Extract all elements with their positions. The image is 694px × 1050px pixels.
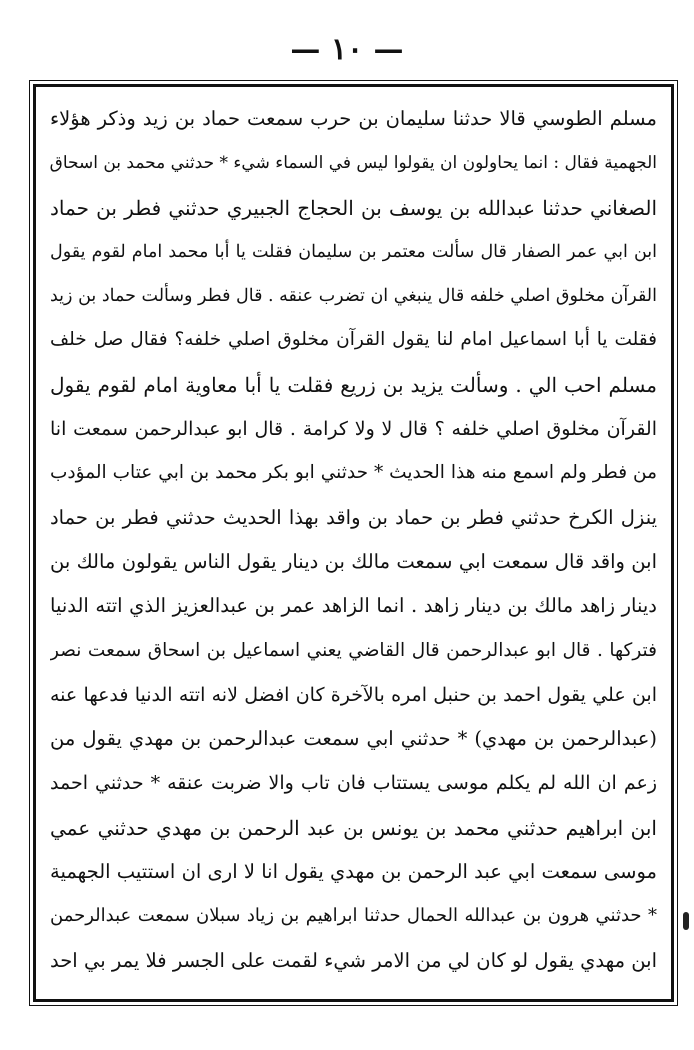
text-line: ابن مهدي يقول لو كان لي من الامر شيء لقمت على الجسر فلا يمر بي احد xyxy=(50,948,657,972)
text-block xyxy=(50,97,657,983)
text-line: الجهمية فقال : انما يحاولون ان يقولوا ليس في السماء شيء * حدثني محمد بن اسحاق xyxy=(50,153,657,174)
text-line: * حدثني هرون بن عبدالله الحمال حدثنا ابراهيم بن زياد سبلان سمعت عبدالرحمن xyxy=(50,905,657,927)
text-line: الصغاني حدثنا عبدالله بن يوسف بن الحجاج الجبيري حدثني فطر بن حماد xyxy=(50,195,657,220)
text-line: موسى سمعت ابي عبد الرحمن بن مهدي يقول انا لا ارى ان استتيب الجهمية xyxy=(50,860,657,884)
text-line: ابن علي يقول احمد بن حنبل امره بالآخرة كان افضل لانه اتته الدنيا فدعها عنه xyxy=(50,683,657,706)
text-line: فقلت يا أبا اسماعيل امام لنا يقول القرآن مخلوق اصلي خلفه؟ فقال صل خلف xyxy=(50,329,657,351)
text-line: مسلم احب الي . وسألت يزيد بن زريع فقلت يا أبا معاوية امام لقوم يقول xyxy=(50,372,657,397)
text-line: القرآن مخلوق اصلي خلفه قال ينبغي ان تضرب عنقه . قال فطر وسألت حماد بن زيد xyxy=(50,286,657,307)
text-line: مسلم الطوسي قالا حدثنا سليمان بن حرب سمعت حماد بن زيد وذكر هؤلاء xyxy=(50,107,657,130)
text-line: ابن ابي عمر الصفار قال سألت معتمر بن سليمان فقلت يا أبا محمد امام لقوم يقول xyxy=(50,241,657,262)
text-line: ينزل الكرخ حدثني فطر بن حماد بن واقد بهذا الحديث حدثني فطر بن حماد xyxy=(50,505,657,529)
page-number: — ١٠ — xyxy=(290,32,404,67)
text-line: ابن واقد قال سمعت ابي سمعت مالك بن دينار يقول الناس يقولون مالك بن xyxy=(50,549,657,573)
text-line: دينار زاهد مالك بن دينار زاهد . انما الزاهد عمر بن عبدالعزيز الذي اتته الدنيا xyxy=(50,594,657,618)
text-line: فتركها . قال ابو عبدالرحمن قال القاضي يعني اسماعيل بن اسحاق سمعت نصر xyxy=(50,639,657,661)
text-line: ابن ابراهيم حدثني محمد بن يونس بن عبد الرحمن بن مهدي حدثني عمي xyxy=(50,815,657,840)
scan-edge-mark xyxy=(683,912,689,930)
text-line: زعم ان الله لم يكلم موسى يستتاب فان تاب والا ضربت عنقه * حدثني احمد xyxy=(50,772,657,795)
text-line: (عبدالرحمن بن مهدي) * حدثني ابي سمعت عبدالرحمن بن مهدي يقول من xyxy=(50,727,657,751)
text-line: القرآن مخلوق اصلي خلفه ؟ قال لا ولا كرامة . قال ابو عبدالرحمن سمعت انا xyxy=(50,418,657,441)
text-line: من فطر ولم اسمع منه هذا الحديث * حدثني ابو بكر محمد بن ابي عتاب المؤدب xyxy=(50,462,657,484)
text-frame xyxy=(33,84,674,1002)
